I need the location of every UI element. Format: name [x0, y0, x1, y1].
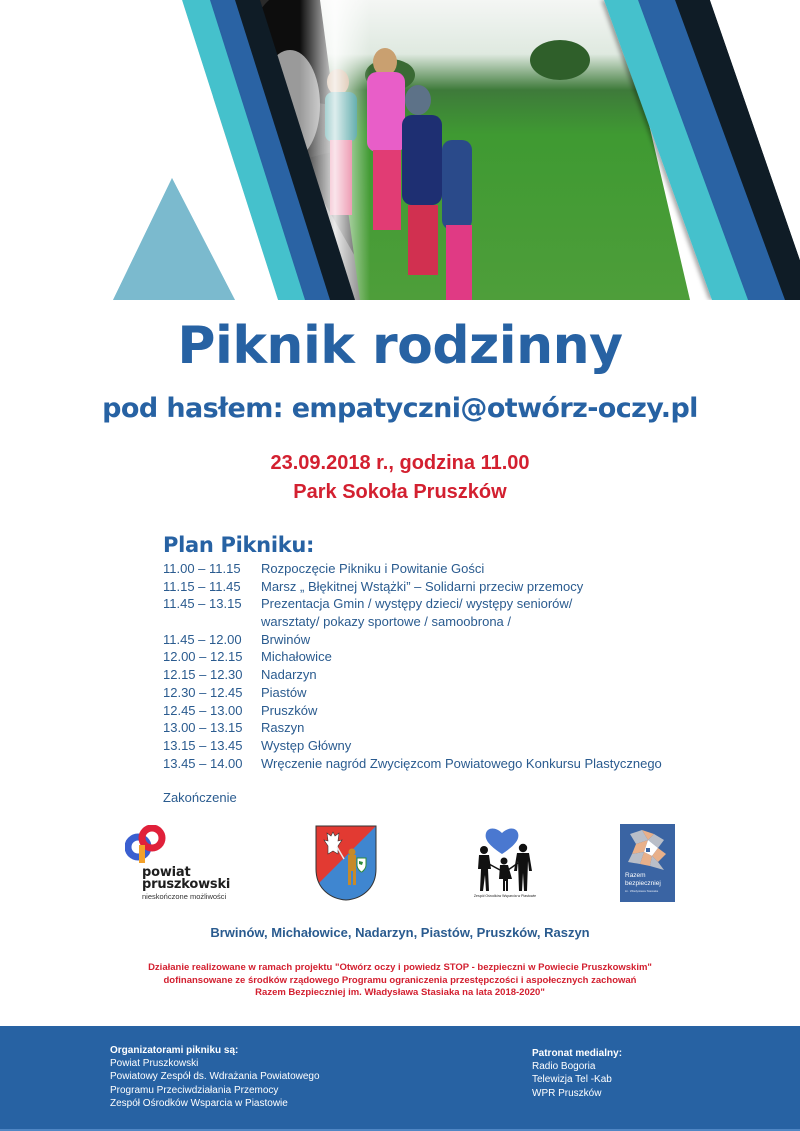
plan-time: 11.45 – 12.00: [163, 631, 242, 647]
organizer-item: Powiat Pruszkowski: [110, 1058, 199, 1070]
plan-desc: Michałowice: [261, 649, 332, 665]
plan-desc: Brwinów: [261, 631, 311, 647]
powiat-symbol-icon: [125, 825, 175, 865]
plan-desc: Piastów: [261, 684, 307, 700]
plan-time: 11.00 – 11.15: [163, 561, 241, 576]
plan-time: 12.15 – 12.30: [163, 667, 243, 683]
razem-logo-line2: bezpieczniej: [625, 880, 661, 887]
organizer-item: Powiatowy Zespół ds. Wdrażania Powiatowego: [110, 1071, 320, 1083]
plan-item: [163, 560, 723, 578]
powiat-logo-line2: pruszkowski: [142, 877, 231, 892]
plan-item: [163, 631, 723, 649]
plan-time: 13.15 – 13.45: [163, 737, 243, 753]
razem-logo-line1: Razem: [625, 872, 646, 879]
plan-time: 12.30 – 12.45: [163, 684, 243, 700]
funding-note-line: Działanie realizowane w ramach projektu "Otwórz oczy i powiedz STOP - bezpieczni w Powiecie Pruszkowskim": [148, 962, 652, 973]
organizer-item: Zespół Ośrodków Wsparcia w Piastowie: [110, 1097, 288, 1109]
plan-desc: Rozpoczęcie Pikniku i Powitanie Gości: [261, 561, 485, 576]
funding-note-line: Razem Bezpieczniej im. Władysława Stasiaka na lata 2018-2020": [255, 987, 545, 998]
plan-ending: Zakończenie: [163, 790, 237, 806]
plan-time: 13.45 – 14.00: [163, 755, 243, 771]
plan-desc: Wręczenie nagród Zwycięzcom Powiatowego Konkursu Plastycznego: [261, 755, 662, 771]
razem-logo-line3: im. Władysława Stasiaka: [625, 889, 659, 893]
plan-item: [163, 648, 723, 666]
plan-time: 13.00 – 13.15: [163, 720, 243, 736]
plan-desc: Pruszków: [261, 702, 318, 718]
plan-desc: Marsz „ Błękitnej Wstążki” – Solidarni przeciw przemocy: [261, 578, 584, 594]
event-date: 23.09.2018 r., godzina 11.00: [270, 452, 530, 474]
razem-pattern-icon: [620, 826, 675, 872]
plan-item: [163, 684, 723, 702]
media-item: Telewizja Tel -Kab: [532, 1074, 612, 1086]
plan-desc: Nadarzyn: [261, 667, 317, 683]
family-heart-icon: [470, 826, 540, 894]
coat-of-arms-icon: [315, 825, 377, 901]
event-slogan: pod hasłem: empatyczni@otwórz-oczy.pl: [102, 393, 698, 424]
municipalities-list: Brwinów, Michałowice, Nadarzyn, Piastów, Pruszków, Raszyn: [210, 925, 590, 940]
media-item: WPR Pruszków: [532, 1087, 602, 1099]
event-place: Park Sokoła Pruszków: [293, 481, 507, 503]
plan-item: [163, 613, 723, 631]
header-banner: [0, 0, 800, 300]
funding-note-line: dofinansowane ze środków rządowego Programu ograniczenia przestępczości i aspołecznych zachowań: [163, 974, 637, 986]
plan-time: 12.00 – 12.15: [163, 649, 243, 665]
banner-graphic: [0, 0, 800, 300]
funding-note: [0, 962, 800, 1000]
plan-time: 11.45 – 13.15: [163, 596, 242, 612]
footer-band: [0, 1026, 800, 1131]
plan-section: [163, 530, 723, 805]
plan-item: [163, 595, 723, 613]
family-logo-caption: Zespół Ośrodków Wsparcia w Piastowie: [473, 894, 537, 898]
plan-desc: Raszyn: [261, 720, 305, 736]
plan-desc: Występ Główny: [261, 737, 352, 753]
powiat-pruszkowski-logo: [125, 825, 235, 900]
powiat-logo-line1: powiat: [142, 865, 191, 880]
coat-of-arms-logo: [315, 825, 377, 901]
zespol-osrodkow-wsparcia-logo: [470, 826, 540, 902]
razem-bezpieczniej-logo: [620, 824, 675, 902]
organizers-block: [110, 1044, 320, 1110]
plan-item: [163, 702, 723, 720]
plan-item: [163, 666, 723, 684]
plan-item: [163, 578, 723, 596]
media-patrons-block: [532, 1047, 622, 1100]
plan-title: Plan Pikniku:: [163, 533, 315, 557]
plan-desc: Prezentacja Gmin / występy dzieci/ występy seniorów/: [261, 596, 573, 612]
plan-time: 12.45 – 13.00: [163, 702, 243, 718]
plan-time: 11.15 – 11.45: [163, 578, 241, 594]
plan-item: [163, 755, 723, 773]
organizers-heading: Organizatorami pikniku są:: [110, 1045, 239, 1056]
powiat-logo-tagline: nieskończone możliwości: [142, 892, 227, 901]
plan-time: [163, 613, 261, 631]
plan-item: [163, 737, 723, 755]
media-item: Radio Bogoria: [532, 1061, 596, 1073]
plan-item: [163, 719, 723, 737]
organizer-item: Programu Przeciwdziałania Przemocy: [110, 1084, 279, 1096]
event-title: Piknik rodzinny: [177, 316, 623, 376]
plan-desc: warsztaty/ pokazy sportowe / samoobrona /: [261, 614, 512, 630]
media-heading: Patronat medialny:: [532, 1048, 623, 1059]
